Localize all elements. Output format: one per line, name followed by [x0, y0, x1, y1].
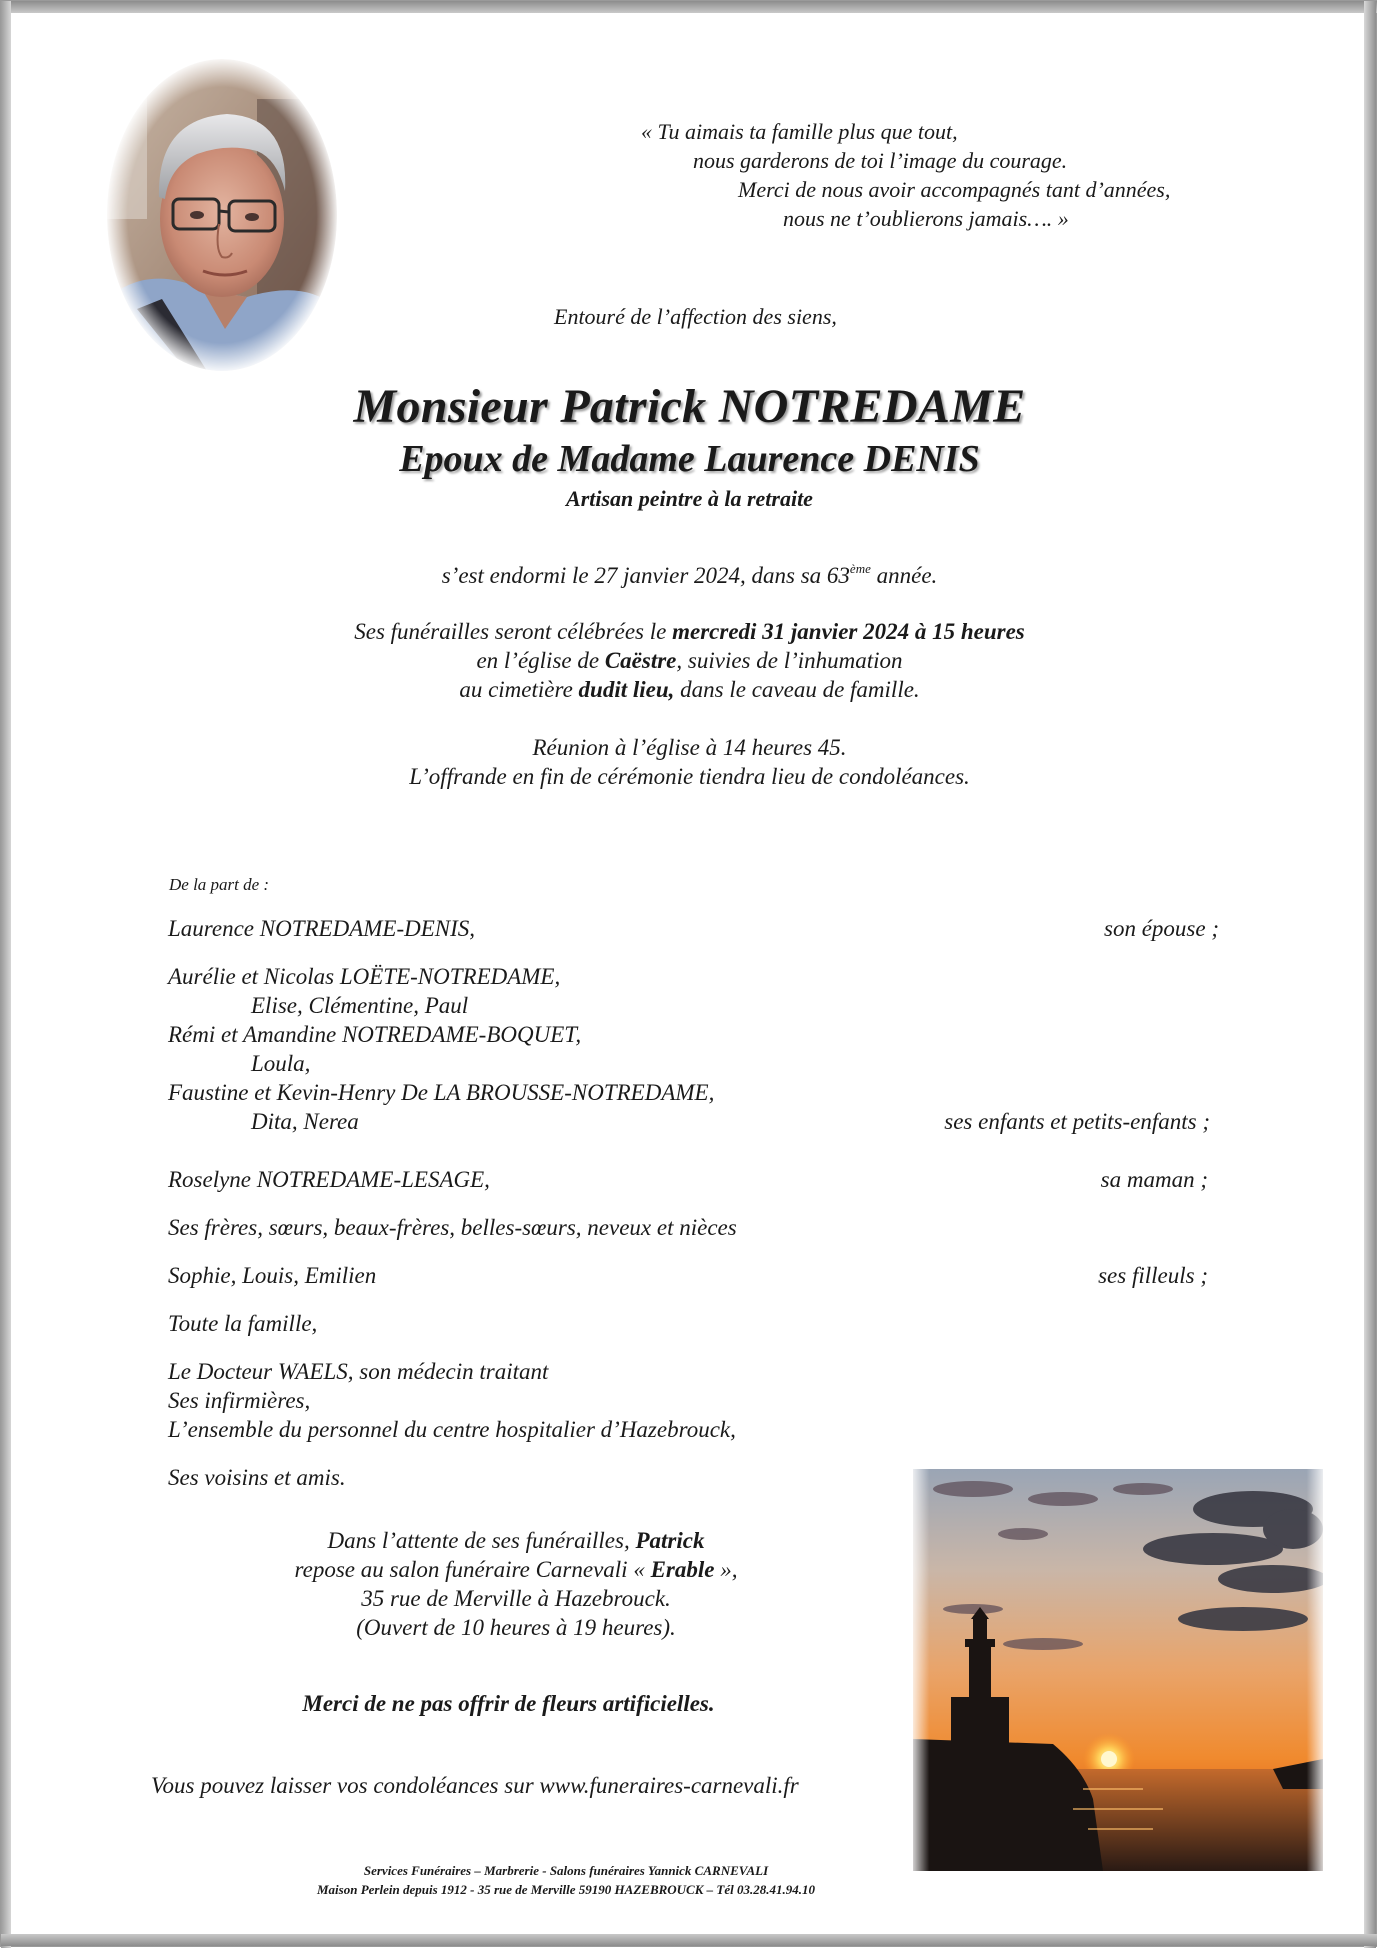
child-3: Faustine et Kevin-Henry De LA BROUSSE-NOTREDAME,: [168, 1080, 715, 1105]
from-label: De la part de :: [169, 875, 270, 894]
quote-line-3: Merci de nous avoir accompagnés tant d’années,: [738, 177, 1171, 202]
funeral-line-2: en l’église de Caëstre, suivies de l’inhumation: [476, 648, 903, 673]
mother-relation: sa maman ;: [1100, 1167, 1208, 1192]
grandchildren-3: Dita, Nerea: [251, 1109, 359, 1134]
page-frame-left: [1, 1, 11, 1948]
footer-line-1: Services Funéraires – Marbrerie - Salons funéraires Yannick CARNEVALI: [363, 1863, 769, 1878]
grandchildren-1: Elise, Clémentine, Paul: [251, 993, 469, 1018]
quote-line-4: nous ne t’oublierons jamais…. »: [783, 206, 1069, 231]
occupation-line: Artisan peintre à la retraite: [566, 486, 813, 511]
deceased-name: Monsieur Patrick NOTREDAME: [353, 380, 1026, 433]
intro-line: Entouré de l’affection des siens,: [554, 304, 837, 329]
quote-line-2: nous garderons de toi l’image du courage.: [693, 148, 1068, 173]
funeral-line-3: au cimetière dudit lieu, dans le caveau de famille.: [459, 677, 920, 702]
portrait-photo: [107, 59, 337, 371]
child-2: Rémi et Amandine NOTREDAME-BOQUET,: [168, 1022, 582, 1047]
nurses-line: Ses infirmières,: [168, 1388, 311, 1413]
spouse-relation: son épouse ;: [1104, 916, 1219, 941]
spouse-line: Epoux de Madame Laurence DENIS: [399, 438, 980, 480]
condolences-line: Vous pouvez laisser vos condoléances sur www.funeraires-carnevali.fr: [151, 1773, 799, 1798]
lighthouse-sunset-photo: [913, 1469, 1323, 1871]
siblings-line: Ses frères, sœurs, beaux-frères, belles-sœurs, neveux et nièces: [168, 1215, 737, 1240]
child-1: Aurélie et Nicolas LOËTE-NOTREDAME,: [168, 964, 561, 989]
salon-line-1: Dans l’attente de ses funérailles, Patrick: [327, 1528, 705, 1553]
whole-family-line: Toute la famille,: [168, 1311, 318, 1336]
grandchildren-2: Loula,: [251, 1051, 311, 1076]
salon-line-3: 35 rue de Merville à Hazebrouck.: [361, 1586, 671, 1611]
godchildren-relation: ses filleuls ;: [1098, 1263, 1208, 1288]
hospital-staff-line: L’ensemble du personnel du centre hospitalier d’Hazebrouck,: [168, 1417, 736, 1442]
quote-line-1: « Tu aimais ta famille plus que tout,: [641, 119, 958, 144]
neighbors-line: Ses voisins et amis.: [168, 1465, 346, 1490]
doctor-line: Le Docteur WAELS, son médecin traitant: [168, 1359, 549, 1384]
children-relation: ses enfants et petits-enfants ;: [944, 1109, 1210, 1134]
footer-line-2: Maison Perlein depuis 1912 - 35 rue de Merville 59190 HAZEBROUCK – Tél 03.28.41.94.10: [317, 1882, 815, 1897]
godchildren-names: Sophie, Louis, Emilien: [168, 1263, 377, 1288]
spouse-name: Laurence NOTREDAME-DENIS,: [168, 916, 476, 941]
page-frame-bottom: [1, 1934, 1377, 1946]
salon-line-2: repose au salon funéraire Carnevali « Erable »,: [294, 1557, 738, 1582]
reunion-line-1: Réunion à l’église à 14 heures 45.: [532, 735, 847, 760]
funeral-line-1: Ses funérailles seront célébrées le mercredi 31 janvier 2024 à 15 heures: [354, 619, 1025, 644]
page-frame-right: [1364, 1, 1376, 1948]
reunion-line-2: L’offrande en fin de cérémonie tiendra lieu de condoléances.: [409, 764, 970, 789]
salon-line-4: (Ouvert de 10 heures à 19 heures).: [356, 1615, 676, 1640]
no-flowers-line: Merci de ne pas offrir de fleurs artificielles.: [302, 1691, 715, 1716]
page-frame-top: [1, 1, 1377, 13]
mother-name: Roselyne NOTREDAME-LESAGE,: [168, 1167, 490, 1192]
death-date-line: s’est endormi le 27 janvier 2024, dans sa 63ème année.: [441, 561, 938, 588]
